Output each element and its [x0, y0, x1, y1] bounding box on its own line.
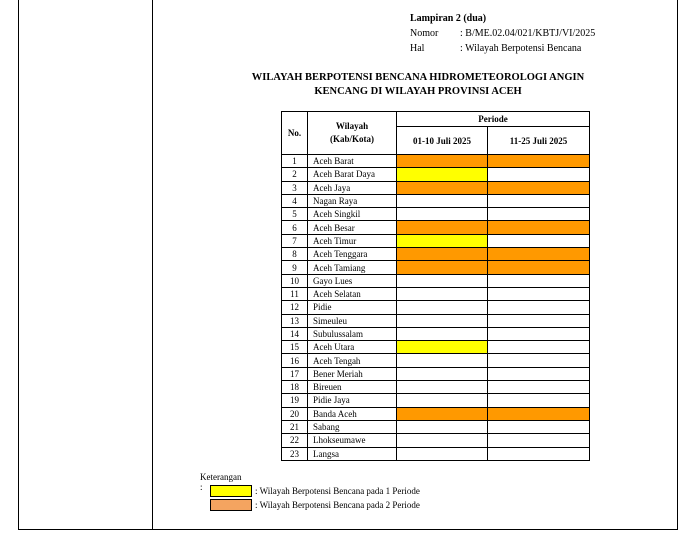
row-number: 3	[282, 181, 308, 194]
period-2-cell	[488, 194, 590, 207]
period-2-cell	[488, 168, 590, 181]
row-number: 8	[282, 248, 308, 261]
period-2-cell	[488, 314, 590, 327]
table-row	[282, 234, 590, 247]
row-number: 1	[282, 155, 308, 168]
region-name: Aceh Barat Daya	[308, 168, 397, 181]
region-name: Bireuen	[308, 381, 397, 394]
region-name: Gayo Lues	[308, 274, 397, 287]
row-number: 23	[282, 447, 308, 460]
period-1-cell	[397, 248, 488, 261]
table-row	[282, 447, 590, 460]
table-row	[282, 314, 590, 327]
region-name: Aceh Tamiang	[308, 261, 397, 274]
row-number: 7	[282, 234, 308, 247]
col-periode-header: Periode	[397, 112, 590, 127]
period-2-cell	[488, 381, 590, 394]
period-2-cell	[488, 234, 590, 247]
legend-text-2: : Wilayah Berpotensi Bencana pada 2 Periode	[255, 500, 420, 510]
period-2-cell	[488, 420, 590, 433]
period-1-cell	[397, 274, 488, 287]
row-number: 19	[282, 394, 308, 407]
period-2-cell	[488, 287, 590, 300]
period-2-cell	[488, 434, 590, 447]
table-row	[282, 194, 590, 207]
table-row	[282, 287, 590, 300]
row-number: 22	[282, 434, 308, 447]
row-number: 6	[282, 221, 308, 234]
row-number: 9	[282, 261, 308, 274]
region-name: Banda Aceh	[308, 407, 397, 420]
region-name: Aceh Besar	[308, 221, 397, 234]
period-1-cell	[397, 287, 488, 300]
region-name: Aceh Singkil	[308, 208, 397, 221]
row-number: 15	[282, 341, 308, 354]
region-name: Aceh Jaya	[308, 181, 397, 194]
table-row	[282, 381, 590, 394]
title-line-2: KENCANG DI WILAYAH PROVINSI ACEH	[314, 86, 522, 97]
row-number: 4	[282, 194, 308, 207]
title-line-1: WILAYAH BERPOTENSI BENCANA HIDROMETEOROLOGI ANGIN	[251, 72, 585, 83]
period-2-cell	[488, 221, 590, 234]
row-number: 13	[282, 314, 308, 327]
period-2-header: 11-25 Juli 2025	[488, 127, 590, 155]
period-1-cell	[397, 314, 488, 327]
legend-label: Keterangan :	[200, 472, 242, 492]
period-1-cell	[397, 407, 488, 420]
hal-row	[410, 41, 595, 56]
region-name: Aceh Tenggara	[308, 248, 397, 261]
letter-header	[410, 11, 595, 56]
table-row	[282, 327, 590, 340]
row-number: 11	[282, 287, 308, 300]
nomor-row	[410, 26, 595, 41]
table-row	[282, 434, 590, 447]
period-1-cell	[397, 341, 488, 354]
attachment-title: Lampiran 2 (dua)	[410, 13, 487, 24]
table-row	[282, 208, 590, 221]
hal-label: Hal	[410, 43, 425, 54]
legend-swatch-orange	[210, 499, 252, 511]
region-name: Langsa	[308, 447, 397, 460]
hal-value: : Wilayah Berpotensi Bencana	[460, 43, 582, 54]
row-number: 12	[282, 301, 308, 314]
row-number: 20	[282, 407, 308, 420]
period-2-cell	[488, 407, 590, 420]
period-1-cell	[397, 447, 488, 460]
period-1-cell	[397, 194, 488, 207]
region-name: Lhokseumawe	[308, 434, 397, 447]
legend-item-2-period	[210, 499, 420, 511]
column-divider	[152, 0, 153, 529]
table-row	[282, 367, 590, 380]
table-row	[282, 248, 590, 261]
col-no-header: No.	[282, 112, 308, 155]
period-1-cell	[397, 181, 488, 194]
period-2-cell	[488, 327, 590, 340]
region-name: Aceh Tengah	[308, 354, 397, 367]
period-2-cell	[488, 354, 590, 367]
period-2-cell	[488, 181, 590, 194]
period-1-cell	[397, 301, 488, 314]
period-2-cell	[488, 261, 590, 274]
table-body	[282, 155, 590, 461]
region-name: Bener Meriah	[308, 367, 397, 380]
table-row	[282, 341, 590, 354]
row-number: 2	[282, 168, 308, 181]
period-2-cell	[488, 274, 590, 287]
document-title	[160, 71, 676, 99]
table-row	[282, 420, 590, 433]
nomor-value: : B/ME.02.04/021/KBTJ/VI/2025	[460, 28, 596, 39]
table-row	[282, 168, 590, 181]
period-2-cell	[488, 341, 590, 354]
table-row	[282, 301, 590, 314]
period-2-cell	[488, 208, 590, 221]
table-row	[282, 394, 590, 407]
period-2-cell	[488, 301, 590, 314]
region-name: Pidie	[308, 301, 397, 314]
period-1-cell	[397, 327, 488, 340]
period-1-cell	[397, 434, 488, 447]
period-2-cell	[488, 394, 590, 407]
region-name: Sabang	[308, 420, 397, 433]
col-wilayah-line-2: (Kab/Kota)	[330, 134, 374, 144]
region-name: Subulussalam	[308, 327, 397, 340]
region-name: Aceh Selatan	[308, 287, 397, 300]
nomor-label: Nomor	[410, 28, 439, 39]
period-2-cell	[488, 248, 590, 261]
legend-swatch-yellow	[210, 485, 252, 497]
region-name: Pidie Jaya	[308, 394, 397, 407]
period-1-cell	[397, 155, 488, 168]
period-1-cell	[397, 234, 488, 247]
period-2-cell	[488, 367, 590, 380]
row-number: 21	[282, 420, 308, 433]
table-row	[282, 274, 590, 287]
period-2-cell	[488, 447, 590, 460]
region-name: Nagan Raya	[308, 194, 397, 207]
row-number: 18	[282, 381, 308, 394]
legend-item-1-period	[210, 485, 420, 497]
table-row	[282, 261, 590, 274]
table-row	[282, 354, 590, 367]
region-name: Aceh Utara	[308, 341, 397, 354]
region-name: Aceh Timur	[308, 234, 397, 247]
period-2-cell	[488, 155, 590, 168]
col-wilayah-line-1: Wilayah	[335, 121, 369, 131]
region-table	[281, 111, 590, 461]
period-1-cell	[397, 261, 488, 274]
period-1-cell	[397, 381, 488, 394]
row-number: 5	[282, 208, 308, 221]
table-row	[282, 155, 590, 168]
row-number: 17	[282, 367, 308, 380]
legend-text-1: : Wilayah Berpotensi Bencana pada 1 Periode	[255, 486, 420, 496]
row-number: 16	[282, 354, 308, 367]
period-1-cell	[397, 394, 488, 407]
table-row	[282, 181, 590, 194]
region-name: Simeuleu	[308, 314, 397, 327]
period-1-cell	[397, 354, 488, 367]
period-1-cell	[397, 221, 488, 234]
row-number: 10	[282, 274, 308, 287]
region-name: Aceh Barat	[308, 155, 397, 168]
period-1-cell	[397, 420, 488, 433]
period-1-cell	[397, 168, 488, 181]
period-1-header: 01-10 Juli 2025	[397, 127, 488, 155]
table-row	[282, 221, 590, 234]
table-row	[282, 407, 590, 420]
period-1-cell	[397, 208, 488, 221]
row-number: 14	[282, 327, 308, 340]
col-wilayah-header	[308, 112, 397, 155]
period-1-cell	[397, 367, 488, 380]
